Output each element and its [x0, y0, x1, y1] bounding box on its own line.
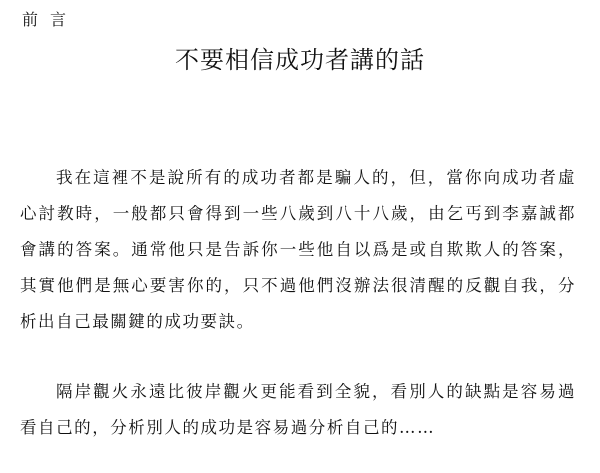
document-title: 不要相信成功者講的話	[175, 46, 425, 74]
section-label: 前言	[22, 10, 79, 29]
body-paragraph-2: 隔岸觀火永遠比彼岸觀火更能看到全貌，看別人的缺點是容易過看自己的，分析別人的成功是容易過分析自己的……	[20, 382, 576, 437]
body-paragraph-1: 我在這裡不是說所有的成功者都是騙人的，但，當你向成功者虛心討教時，一般都只會得到一些八歲到八十八歲，由乞丐到李嘉誠都會講的答案。通常他只是告訴你一些他自以爲是或自欺欺人的答案，其實他們是無心要害你的，只不過他們沒辦法很清醒的反觀自我，分析出自己最關鍵的成功要訣。	[20, 168, 576, 331]
